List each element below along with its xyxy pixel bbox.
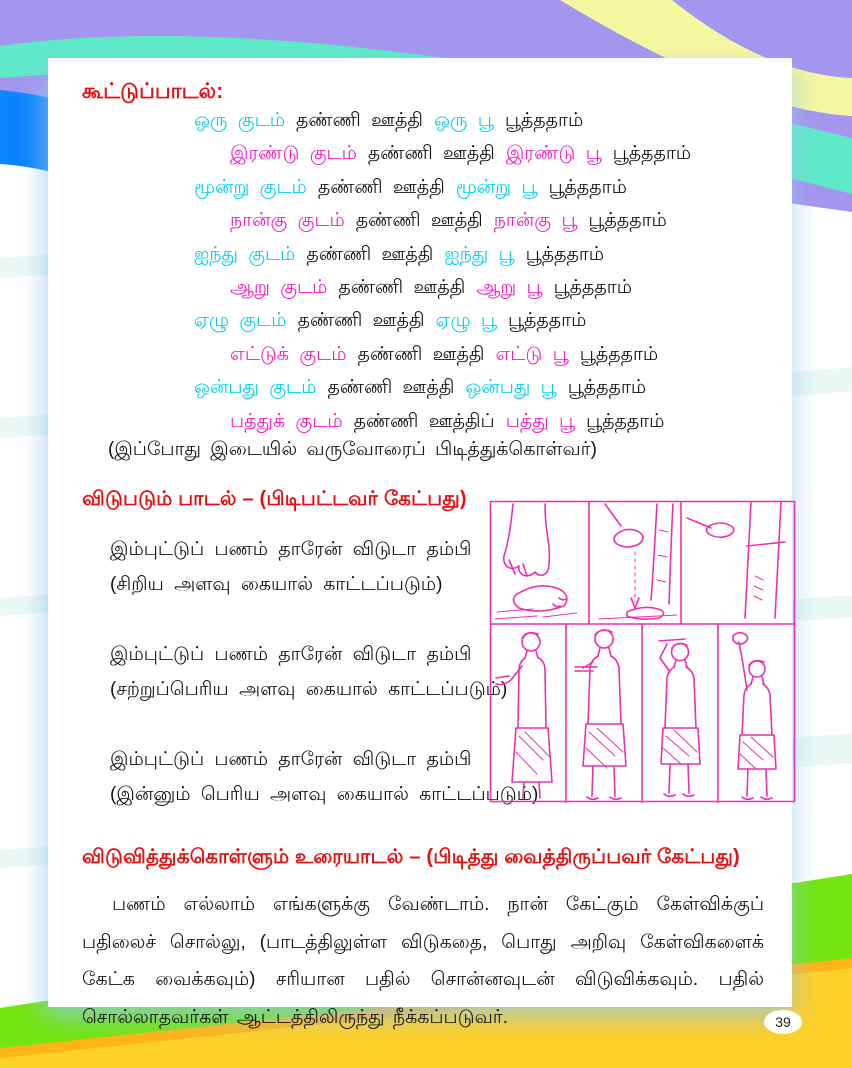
page-number-badge [764,1010,802,1034]
song-phrase: ஐந்து குடம் [194,243,296,265]
song-phrase: ஐந்து பூ [444,243,515,265]
song-line [48,338,792,371]
illustration-svg [489,500,796,804]
section3-paragraph: பணம் எல்லாம் எங்களுக்கு வேண்டாம். நான் கேட்கும் கேள்விக்குப் பதிலைச் சொல்லு, (பாடத்திலுள்ள விடுகதை, பொது அறிவு கேள்விகளைக் கேட்க வைக்கவும்) சரியான பதில் சொன்னவுடன் விடுவிக்கவும். பதில் சொல்லாதவர்கள் ஆட்டத்திலிருந்து நீக்கப்படுவர். [82,894,764,1028]
stanza-direction: (இன்னும் பெரிய அளவு கையால் காட்டப்படும்) [110,784,539,805]
stanza-line: இம்புட்டுப் பணம் தாரேன் விடுடா தம்பி [110,644,472,665]
stanza-line: இம்புட்டுப் பணம் தாரேன் விடுடா தம்பி [110,749,472,770]
stanza [110,532,538,602]
song-phrase: நான்கு பூ [493,210,578,232]
song-phrase: பூத்ததாம் [553,277,633,299]
song-phrase: தண்ணி ஊத்தி [338,277,466,299]
song-phrase: தண்ணி ஊத்தி [317,176,445,198]
illustration-measuring-gestures [489,500,796,804]
song-phrase: ஒரு பூ [433,110,494,131]
song-phrase: தண்ணி ஊத்தி [355,210,483,232]
song-phrase: மூன்று பூ [455,176,538,198]
page-number: 39 [775,1014,791,1030]
boy-hand-at-waist [496,633,552,798]
song-phrase: மூன்று குடம் [194,176,307,198]
song-phrase: ஒன்பது பூ [465,377,557,399]
song-line [48,405,792,438]
song-line [48,271,792,304]
song-phrase: ஒன்பது குடம் [194,377,317,399]
song-phrase: பூத்ததாம் [579,343,659,365]
song-line [48,137,792,170]
song-phrase: பூத்ததாம் [507,310,587,332]
song-phrase: தண்ணி ஊத்தி [327,377,455,399]
song-phrase: பத்துக் குடம் [230,410,343,432]
hands-and-feet-panel [495,504,577,619]
song-phrase: ஆறு பூ [476,277,543,299]
song-phrase: ஏழு குடம் [194,310,287,332]
song-line [48,238,792,271]
section3-title: விடுவித்துக்கொள்ளும் உரையாடல் – (பிடித்து வைத்திருப்பவர் கேட்பது) [82,846,740,868]
stanza [110,742,538,812]
song-phrase: நான்கு குடம் [230,210,345,232]
stanza-direction: (சிறிய அளவு கையால் காட்டப்படும்) [110,574,443,595]
song-phrase: பூத்ததாம் [586,410,665,432]
song-phrase: பூத்ததாம் [612,143,692,165]
song-phrase: தண்ணி ஊத்தி [367,143,495,165]
hand-measuring-foot-panel [599,504,677,619]
song-phrase: இரண்டு பூ [505,143,602,165]
song-phrase: பூத்ததாம் [588,210,667,232]
song-lines [48,104,792,438]
song-line [48,104,792,137]
song-phrase: தண்ணி ஊத்தி [296,110,423,131]
song-line [48,371,792,404]
song-line [48,304,792,337]
section1-title: கூட்டுப்பாடல்: [82,80,224,103]
stanza [110,637,538,707]
song-phrase: எட்டு பூ [495,343,569,365]
song-phrase: தண்ணி ஊத்தி [306,243,434,265]
stanza-list [110,532,538,847]
song-phrase: இரண்டு குடம் [230,143,357,165]
song-phrase: தண்ணி ஊத்தி [297,310,425,332]
song-phrase: ஏழு பூ [435,310,497,332]
song-phrase: எட்டுக் குடம் [230,343,347,365]
boy-hand-at-chest [575,630,626,799]
song-stage-note: (இப்போது இடையில் வருவோரைப் பிடித்துக்கொள்வர்) [108,439,597,460]
stanza-line: இம்புட்டுப் பணம் தாரேன் விடுடா தம்பி [110,539,472,560]
song-phrase: தண்ணி ஊத்தி [357,343,485,365]
song-phrase: பூத்ததாம் [504,110,584,131]
boy-arm-raised [733,633,776,800]
hand-pointing-leg-panel [687,502,785,618]
boy-hand-at-head [659,639,700,796]
song-phrase: தண்ணி ஊத்திப் [353,410,495,432]
stanza-direction: (சற்றுப்பெரிய அளவு கையால் காட்டப்படும்) [110,679,508,700]
song-line [48,171,792,204]
song-phrase: ஆறு குடம் [230,277,328,299]
section2-title: விடுபடும் பாடல் – (பிடிபட்டவர் கேட்பது) [82,488,467,510]
song-phrase: ஒரு குடம் [194,110,285,131]
song-phrase: பூத்ததாம் [525,243,605,265]
song-phrase: பூத்ததாம் [548,176,627,198]
song-phrase: பத்து பூ [505,410,576,432]
song-phrase: பூத்ததாம் [567,377,647,399]
song-line [48,204,792,237]
